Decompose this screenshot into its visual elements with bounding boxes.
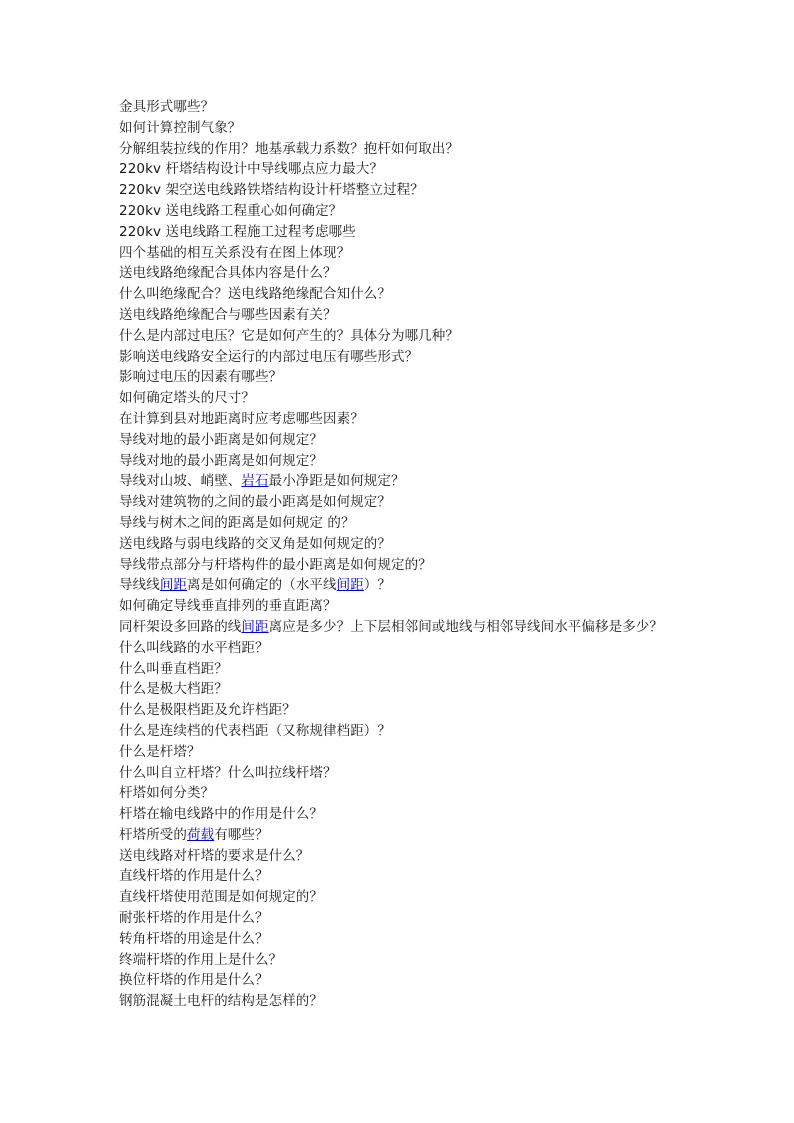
line-text: 什么是连续档的代表档距（又称规律档距）？ <box>119 722 391 739</box>
line-text: 离应是多少？上下层相邻间或地线与相邻导线间水平偏移是多少？ <box>268 618 664 635</box>
question-line <box>119 326 779 347</box>
line-text: 220kv 送电线路工程施工过程考虑哪些 <box>119 223 356 240</box>
question-line <box>119 492 779 513</box>
line-text: 导线对建筑物的之间的最小距离是如何规定？ <box>119 494 391 511</box>
line-text: 什么叫垂直档距？ <box>119 660 228 677</box>
question-line <box>119 97 779 118</box>
question-line <box>119 700 779 721</box>
line-text: 离是如何确定的（水平线 <box>187 577 337 594</box>
document-body <box>119 97 779 1012</box>
question-line <box>119 596 779 617</box>
line-text: 什么是极限档距及允许档距？ <box>119 702 296 719</box>
line-text: 送电线路对杆塔的要求是什么？ <box>119 847 310 864</box>
line-text: 导线与树木之间的距离是如何规定 的？ <box>119 514 355 531</box>
question-line <box>119 305 779 326</box>
question-line <box>119 201 779 222</box>
question-line <box>119 555 779 576</box>
question-line <box>119 679 779 700</box>
line-text: ）？ <box>363 577 392 594</box>
question-line <box>119 742 779 763</box>
line-text: 直线杆塔的作用是什么？ <box>119 868 269 885</box>
line-text: 如何计算控制气象？ <box>119 119 242 136</box>
line-text: 同杆架设多回路的线 <box>119 618 242 635</box>
line-text: 杆塔所受的 <box>119 826 187 843</box>
line-text: 有哪些？ <box>214 826 269 843</box>
question-line <box>119 263 779 284</box>
keyword-link[interactable]: 间距 <box>241 618 269 635</box>
line-text: 如何确定塔头的尺寸？ <box>119 390 255 407</box>
line-text: 影响过电压的因素有哪些？ <box>119 369 283 386</box>
keyword-link[interactable]: 间距 <box>159 577 188 594</box>
question-line <box>119 763 779 784</box>
line-text: 钢筋混凝土电杆的结构是怎样的？ <box>119 993 323 1010</box>
line-text: 什么是内部过电压？它是如何产生的？具体分为哪几种？ <box>119 327 459 344</box>
question-line <box>119 409 779 430</box>
line-text: 什么叫自立杆塔？什么叫拉线杆塔？ <box>119 764 337 781</box>
question-line <box>119 451 779 472</box>
line-text: 导线对地的最小距离是如何规定？ <box>119 452 323 469</box>
keyword-link[interactable]: 间距 <box>336 577 364 594</box>
line-text: 什么是杆塔？ <box>119 743 201 760</box>
keyword-link[interactable]: 岩石 <box>241 473 269 490</box>
line-text: 终端杆塔的作用上是什么？ <box>119 951 283 968</box>
line-text: 导线线 <box>119 577 160 594</box>
line-text: 直线杆塔使用范围是如何规定的？ <box>119 889 323 906</box>
question-line <box>119 804 779 825</box>
keyword-link[interactable]: 荷载 <box>187 826 215 843</box>
line-text: 什么是极大档距？ <box>119 681 228 698</box>
line-text: 导线对地的最小距离是如何规定？ <box>119 431 323 448</box>
line-text: 送电线路绝缘配合具体内容是什么？ <box>119 265 337 282</box>
question-line <box>119 575 779 596</box>
question-line <box>119 825 779 846</box>
question-line <box>119 284 779 305</box>
question-line <box>119 430 779 451</box>
question-line <box>119 180 779 201</box>
question-line <box>119 929 779 950</box>
question-line <box>119 866 779 887</box>
question-line <box>119 388 779 409</box>
line-text: 分解组装拉线的作用？地基承载力系数？抱杆如何取出？ <box>119 140 459 157</box>
line-text: 金具形式哪些？ <box>119 99 215 115</box>
question-line <box>119 846 779 867</box>
line-text: 220kv 架空送电线路铁塔结构设计杆塔整立过程？ <box>119 182 424 199</box>
question-line <box>119 347 779 368</box>
line-text: 220kv 杆塔结构设计中导线哪点应力最大？ <box>119 161 384 178</box>
question-line <box>119 721 779 742</box>
line-text: 四个基础的相互关系没有在图上体现？ <box>119 244 351 261</box>
line-text: 影响送电线路安全运行的内部过电压有哪些形式？ <box>119 348 419 365</box>
question-line <box>119 908 779 929</box>
line-text: 导线对山坡、峭壁、 <box>119 473 242 490</box>
line-text: 送电线路与弱电线路的交叉角是如何规定的？ <box>119 535 391 552</box>
question-line <box>119 222 779 243</box>
line-text: 杆塔在输电线路中的作用是什么？ <box>119 806 323 823</box>
question-line <box>119 243 779 264</box>
question-line <box>119 471 779 492</box>
line-text: 220kv 送电线路工程重心如何确定？ <box>119 202 343 219</box>
question-line <box>119 638 779 659</box>
line-text: 如何确定导线垂直排列的垂直距离？ <box>119 598 337 615</box>
line-text: 导线带点部分与杆塔构件的最小距离是如何规定的？ <box>119 556 432 573</box>
question-line <box>119 159 779 180</box>
question-line <box>119 513 779 534</box>
line-text: 在计算到县对地距离时应考虑哪些因素？ <box>119 410 364 427</box>
question-line <box>119 783 779 804</box>
question-line <box>119 887 779 908</box>
line-text: 杆塔如何分类？ <box>119 785 215 802</box>
line-text: 什么叫绝缘配合？送电线路绝缘配合知什么？ <box>119 286 391 303</box>
line-text: 转角杆塔的用途是什么？ <box>119 930 269 947</box>
question-line <box>119 118 779 139</box>
question-line <box>119 991 779 1012</box>
question-line <box>119 367 779 388</box>
line-text: 耐张杆塔的作用是什么？ <box>119 910 269 927</box>
line-text: 什么叫线路的水平档距？ <box>119 639 269 656</box>
line-text: 送电线路绝缘配合与哪些因素有关？ <box>119 306 337 323</box>
question-line <box>119 139 779 160</box>
question-line <box>119 534 779 555</box>
question-line <box>119 659 779 680</box>
question-line <box>119 970 779 991</box>
line-text: 最小净距是如何规定？ <box>268 473 405 490</box>
question-line <box>119 950 779 971</box>
question-line <box>119 617 779 638</box>
line-text: 换位杆塔的作用是什么？ <box>119 972 269 989</box>
